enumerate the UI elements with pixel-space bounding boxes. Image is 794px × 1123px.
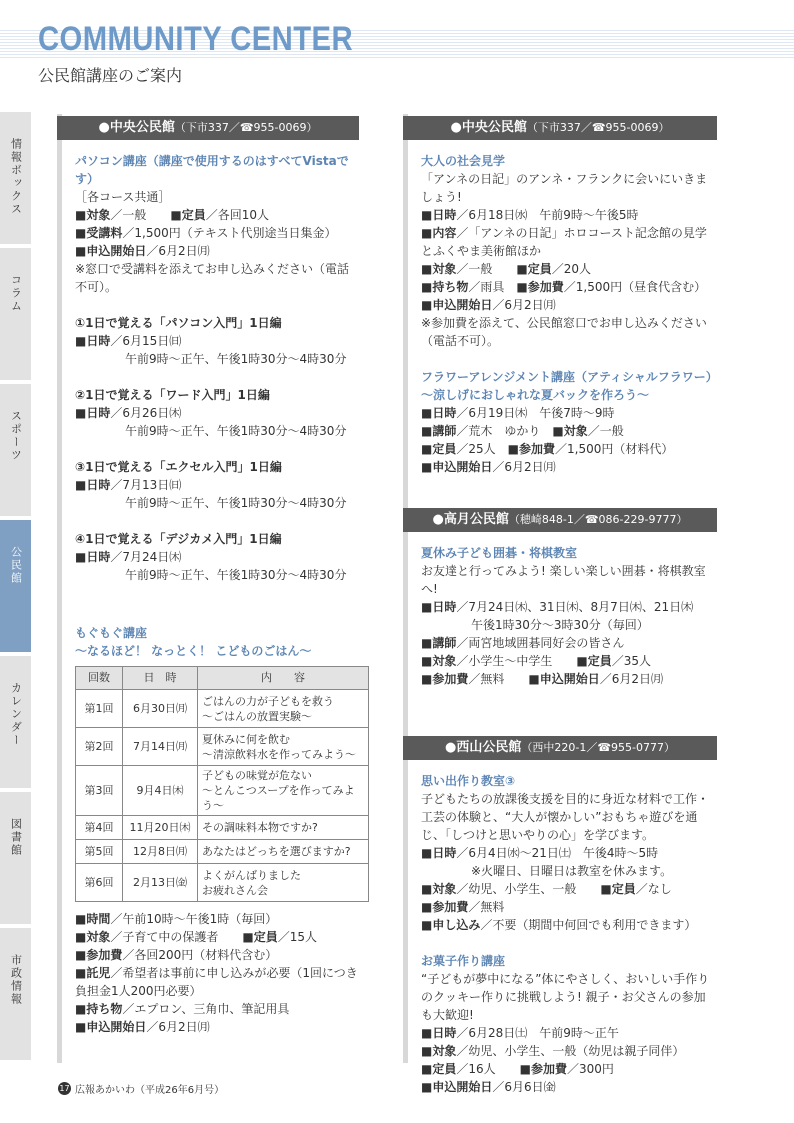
side-tabs (0, 112, 31, 1064)
course-item: ③1日で覚える「エクセル入門」1日編 ■日時／7月13日㈰ 午前9時～正午、午後1時30分～4時30分 (75, 460, 347, 510)
schedule-table: 回数 日 時 内 容 第1回 6月30日㈪ ごはんの力が子どもを救う ～ごはんの放置実験～ 第2回 7月14日㈪ 夏休みに何を飲む ～清涼飲料水を作ってみよう～ 第3回 9月4日㈭ 子どもの味覚が危ない ～とんこつスープを作ってみよう～ 第4回 11月20日㈭ その調味料本物ですか? 第5回 12月8日㈪ あなたはどっちを選びますか? 第6回 2月13日㈮ よくがんばりました お疲れさん会 (75, 666, 369, 902)
right-column (403, 116, 717, 1096)
side-tab-library[interactable]: 図書館 (0, 792, 31, 924)
center-bar: ●中央公民館（下市337／☎955-0069） (403, 116, 717, 140)
side-tab-sports[interactable]: スポーツ (0, 384, 31, 516)
section-title: 夏休み子ども囲碁・将棋教室 (421, 546, 578, 560)
section-title: パソコン講座（講座で使用するのはすべてVistaです） (75, 154, 349, 186)
page-subtitle: 公民館講座のご案内 (38, 66, 183, 85)
table-row: 第3回 9月4日㈭ 子どもの味覚が危ない ～とんこつスープを作ってみよう～ (76, 766, 369, 816)
course-item: ①1日で覚える「パソコン入門」1日編 ■日時／6月15日㈰ 午前9時～正午、午後1時30分～4時30分 (75, 316, 347, 366)
center-bar: ●中央公民館（下市337／☎955-0069） (57, 116, 359, 140)
otona-section: 大人の社会見学 「アンネの日記」のアンネ・フランクに会いにいきましょう! ■日時／6月18日㈬ 午前9時～午後5時 ■内容／「アンネの日記」ホロコースト記念館の見学とふくやま美術館ほか ■対象／一般 ■定員／20人 ■持ち物／雨具 ■参加費／1,500円（昼食代含む） ■申込開始日／6月2日㈪ ※参加費を添えて、公民館窓口でお申し込みください（電話不可）。 (403, 152, 717, 350)
table-row: 第4回 11月20日㈭ その調味料本物ですか? (76, 816, 369, 840)
section-title: 大人の社会見学 (421, 154, 506, 168)
section-title: お菓子作り講座 (421, 954, 506, 968)
course-item: ④1日で覚える「デジカメ入門」1日編 ■日時／7月24日㈭ 午前9時～正午、午後1時30分～4時30分 (75, 532, 347, 582)
side-tab-city[interactable]: 市政情報 (0, 928, 31, 1060)
footer (58, 1081, 224, 1096)
table-row: 第1回 6月30日㈪ ごはんの力が子どもを救う ～ごはんの放置実験～ (76, 690, 369, 728)
page-title: COMMUNITY CENTER (38, 20, 353, 58)
center-bar: ●高月公民館（穂崎848-1／☎086-229-9777） (403, 508, 717, 532)
section-title: フラワーアレンジメント講座（アティシャルフラワー） (421, 370, 718, 384)
side-tab-column[interactable]: コラム (0, 248, 31, 380)
side-tab-calendar[interactable]: カレンダー (0, 656, 31, 788)
left-column (57, 116, 359, 1036)
footer-text: 広報あかいわ（平成26年6月号） (75, 1085, 225, 1096)
table-row: 第2回 7月14日㈪ 夏休みに何を飲む ～清涼飲料水を作ってみよう～ (76, 728, 369, 766)
omoide-section: 思い出作り教室③ 子どもたちの放課後支援を目的に身近な材料で工作・工芸の体験と、“大人が懐かしい”おもちゃ遊びを通じ、「しつけと思いやりの心」を学びます。 ■日時／6月4日㈬～21日㈯ 午後4時～5時 ※火曜日、日曜日は教室を休みます。 ■対象／幼児、小学生、一般 ■定員／なし ■参加費／無料 ■申し込み／不要（期間中何回でも利用できます） (403, 772, 717, 934)
table-row: 第5回 12月8日㈪ あなたはどっちを選びますか? (76, 840, 369, 864)
section-title: もぐもぐ講座 (75, 626, 148, 640)
okashi-section: お菓子作り講座 “子どもが夢中になる”体にやさしく、おいしい手作りのクッキー作りに挑戦しよう! 親子・お父さんの参加も大歓迎! ■日時／6月28日㈯ 午前9時～正午 ■対象／幼児、小学生、一般（幼児は親子同伴） ■定員／16人 ■参加費／300円 ■申込開始日／6月6日㈮ (403, 952, 717, 1096)
igo-section: 夏休み子ども囲碁・将棋教室 お友達と行ってみよう! 楽しい楽しい囲碁・将棋教室へ! ■日時／7月24日㈭、31日㈭、8月7日㈭、21日㈭ 午後1時30分～3時30分（毎回） ■講師／両宮地域囲碁同好会の皆さん ■対象／小学生～中学生 ■定員／35人 ■参加費／無料 ■申込開始日／6月2日㈪ (403, 544, 717, 688)
course-item: ②1日で覚える「ワード入門」1日編 ■日時／6月26日㈭ 午前9時～正午、午後1時30分～4時30分 (75, 388, 347, 438)
table-row: 第6回 2月13日㈮ よくがんばりました お疲れさん会 (76, 864, 369, 902)
side-tab-info[interactable]: 情報ボックス (0, 112, 31, 244)
center-bar: ●西山公民館（西中220-1／☎955-0777） (403, 736, 717, 760)
side-tab-kominkan[interactable]: 公民館 (0, 520, 31, 652)
section-title: 思い出作り教室③ (421, 774, 516, 788)
mogu-section: もぐもぐ講座 ～なるほど！ なっとく！ こどものごはん～ 回数 日 時 内 容 第1回 6月30日㈪ ごはんの力が子どもを救う ～ごはんの放置実験～ 第2回 7月14日㈪ 夏休みに何を飲む ～清涼飲料水を作ってみよう～ 第3回 9月4日㈭ 子どもの味覚が危ない ～とんこつスープを作ってみよう～ 第4回 11月20日㈭ その調味料本物ですか? 第5回 12月8日㈪ あなたはどっちを選びますか? 第6回 2月13日㈮ よくがんばりました お疲れさん会 ■時間／午前10時～午後1時（毎回） ■対象／子育て中の保護者 ■定員／15人 ■参加費／各回200円（材料代含む） ■託児／希望者は事前に申し込みが必要（1回につき負担金1人200円必要） ■持ち物／エプロン、三角巾、筆記用具 ■申込開始日／6月2日㈪ (57, 624, 359, 1036)
pc-course-section: パソコン講座（講座で使用するのはすべてVistaです） ［各コース共通］ ■対象／一般 ■定員／各回10人 ■受講料／1,500円（テキスト代別途当日集金） ■申込開始日／6月2日㈪ ※窓口で受講料を添えてお申し込みください（電話不可）。 ①1日で覚える「パソコン入門」1日編 ■日時／6月15日㈰ 午前9時～正午、午後1時30分～4時30分 ②1日で覚える「ワード入門」1日編 ■日時／6月26日㈭ 午前9時～正午、午後1時30分～4時30分 ③1日で覚える「エクセル入門」1日編 ■日時／7月13日㈰ 午前9時～正午、午後1時30分～4時30分 ④1日で覚える「デジカメ入門」1日編 ■日時／7月24日㈭ 午前9時～正午、午後1時30分～4時30分 (57, 152, 359, 584)
page-number: 17 (59, 1084, 70, 1093)
flower-section: フラワーアレンジメント講座（アティシャルフラワー） ～涼しげにおしゃれな夏バックを作ろう～ ■日時／6月19日㈭ 午後7時～9時 ■講師／荒木 ゆかり ■対象／一般 ■定員／25人 ■参加費／1,500円（材料代） ■申込開始日／6月2日㈪ (421, 370, 718, 474)
